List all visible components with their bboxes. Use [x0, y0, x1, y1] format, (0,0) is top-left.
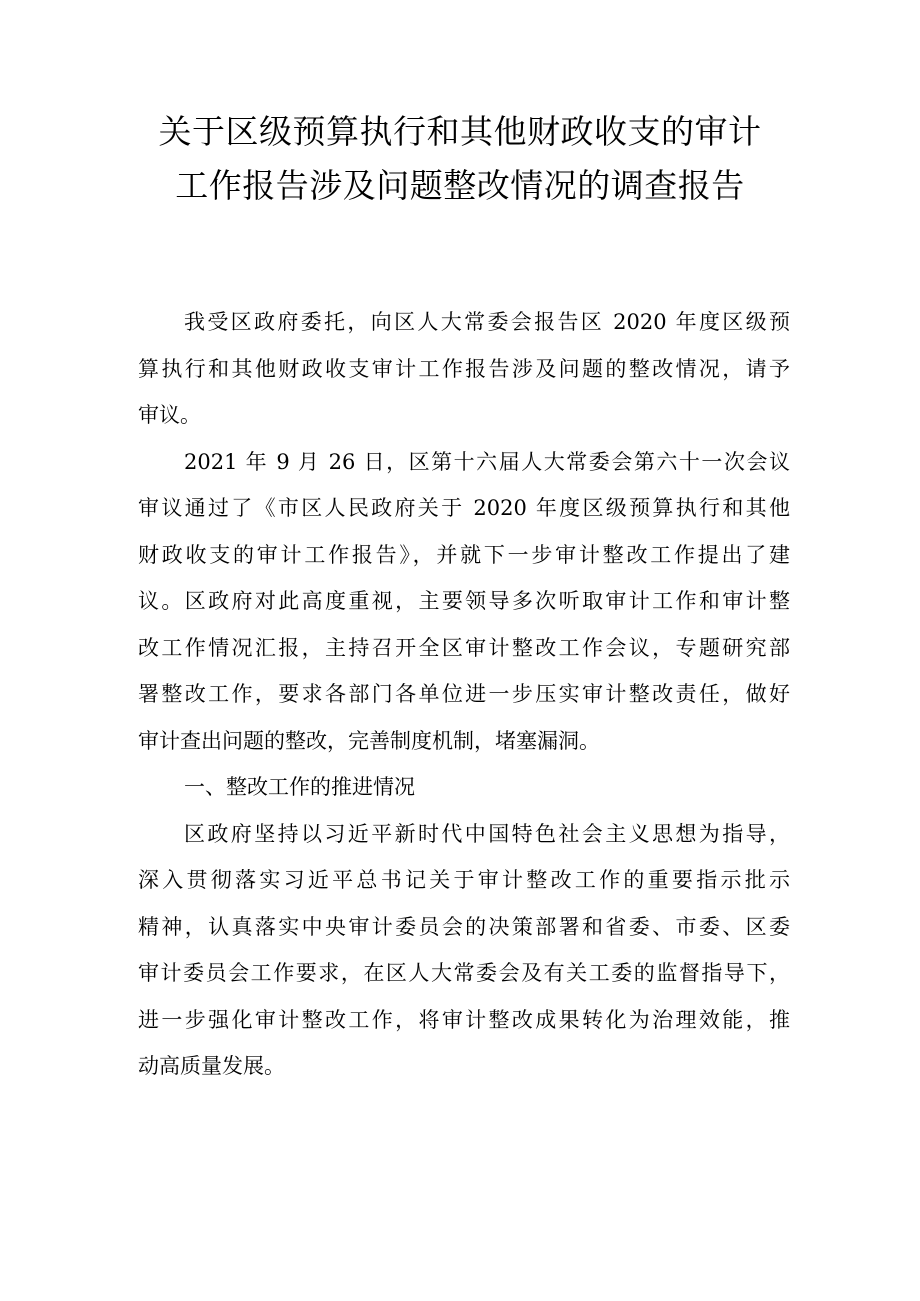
paragraph-line: 改工作情况汇报，主持召开全区审计整改工作会议，专题研究部	[138, 635, 790, 660]
paragraph-line: 精神，认真落实中央审计委员会的决策部署和省委、市委、区委	[138, 914, 790, 939]
section-heading-text: 一、整改工作的推进情况	[184, 775, 415, 799]
title-line: 工作报告涉及问题整改情况的调查报告	[175, 166, 745, 205]
paragraph-meeting	[138, 439, 790, 765]
paragraph-line: 深入贯彻落实习近平总书记关于审计整改工作的重要指示批示	[138, 868, 790, 892]
paragraph-line: 算执行和其他财政收支审计工作报告涉及问题的整改情况，请予	[138, 356, 790, 381]
paragraph-line: 2021 年 9 月 26 日，区第十六届人大常委会第六十一次会议	[184, 449, 790, 474]
paragraph-line: 审议。	[138, 403, 201, 427]
paragraph-line: 审议通过了《市区人民政府关于 2020 年度区级预算执行和其他	[138, 496, 790, 520]
paragraph-line: 财政收支的审计工作报告》，并就下一步审计整改工作提出了建	[138, 542, 790, 567]
section-heading	[138, 764, 790, 811]
paragraph-line: 我受区政府委托，向区人大常委会报告区 2020 年度区级预	[184, 310, 790, 334]
document-title	[100, 105, 820, 213]
paragraph-line: 进一步强化审计整改工作，将审计整改成果转化为治理效能，推	[138, 1007, 790, 1032]
paragraph-line: 动高质量发展。	[138, 1054, 285, 1078]
document-body	[138, 299, 790, 1090]
paragraph-line: 议。区政府对此高度重视，主要领导多次听取审计工作和审计整	[138, 589, 790, 613]
paragraph-line: 审计查出问题的整改，完善制度机制，堵塞漏洞。	[138, 728, 600, 753]
paragraph-intro	[138, 299, 790, 439]
title-line: 关于区级预算执行和其他财政收支的审计	[158, 112, 762, 151]
paragraph-line: 署整改工作，要求各部门各单位进一步压实审计整改责任，做好	[138, 682, 790, 706]
paragraph-progress	[138, 811, 790, 1090]
paragraph-line: 区政府坚持以习近平新时代中国特色社会主义思想为指导，	[184, 821, 790, 846]
paragraph-line: 审计委员会工作要求，在区人大常委会及有关工委的监督指导下，	[138, 961, 790, 985]
